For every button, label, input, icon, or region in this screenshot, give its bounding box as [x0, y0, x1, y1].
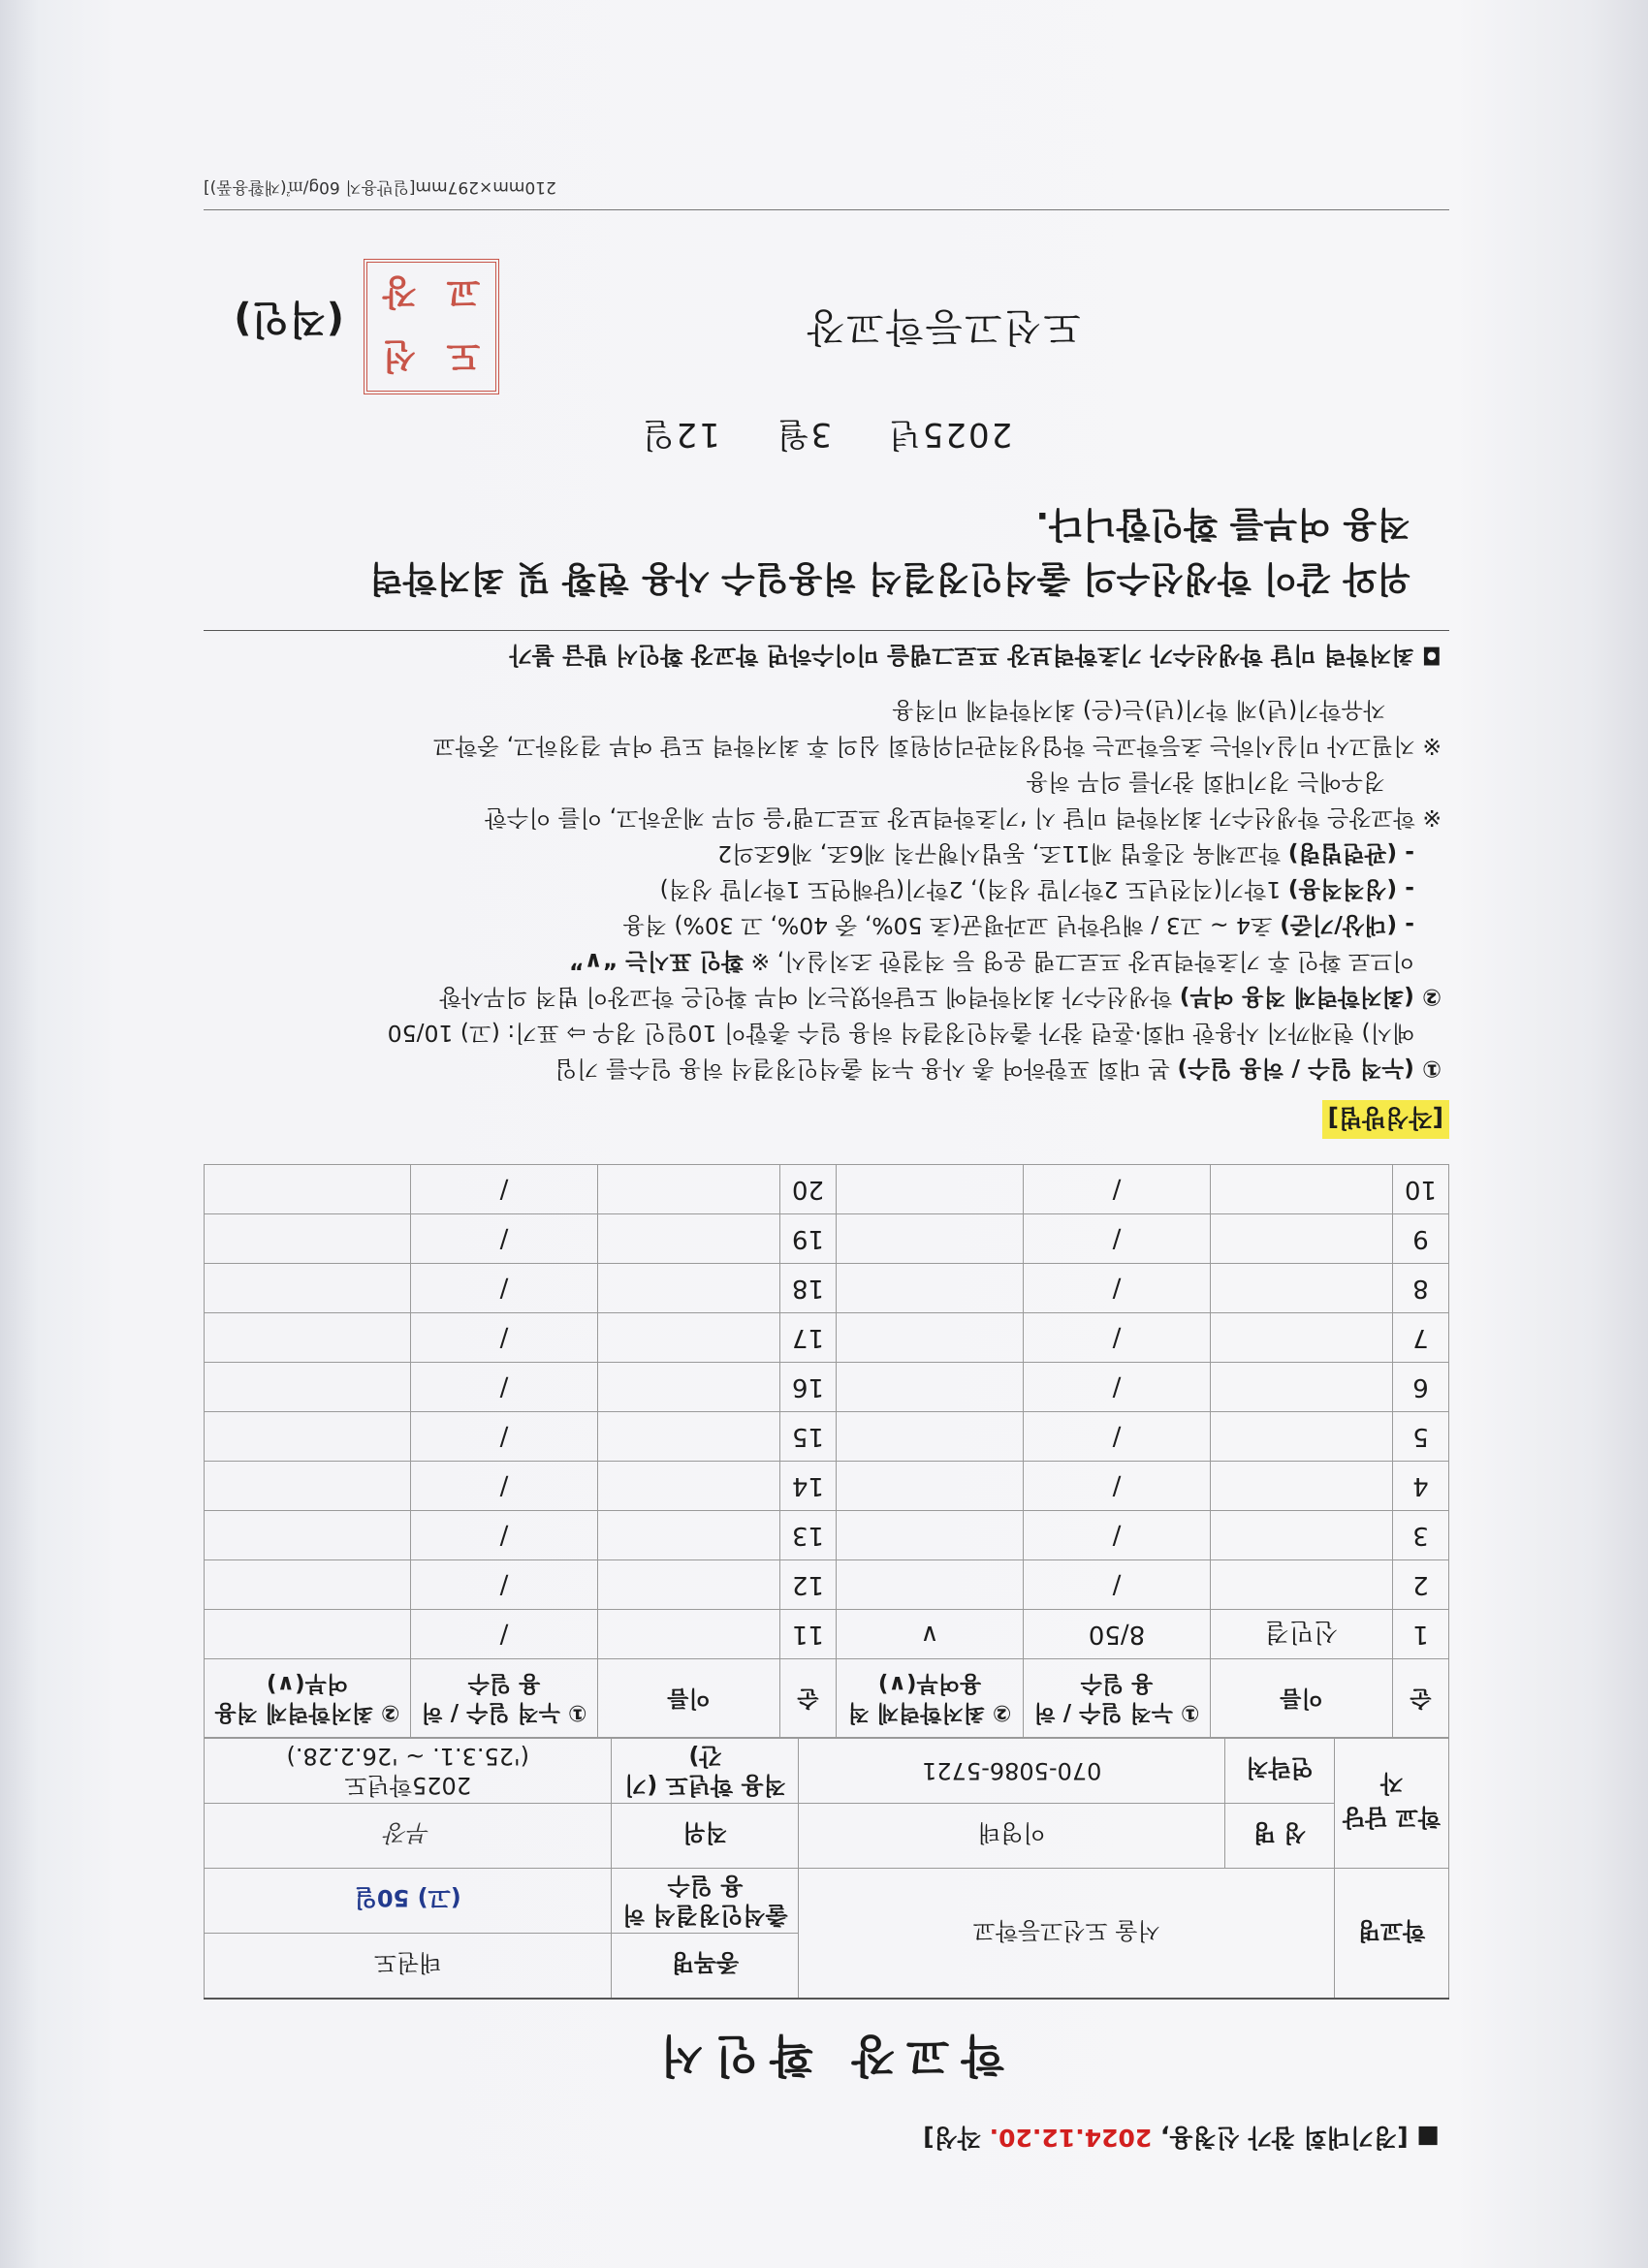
allowed-days-value: (고) 50일	[205, 1869, 612, 1934]
header-minimum-2: ② 최저학력제 적용여부(∨)	[205, 1659, 411, 1738]
row-minimum-check-2	[205, 1462, 411, 1511]
note-2-law	[210, 835, 1442, 871]
row-name-2	[598, 1560, 780, 1610]
stamp-char-3: 교	[446, 271, 481, 312]
notice-date: 2024.12.20.	[989, 2124, 1153, 2152]
date-month: 3월	[775, 415, 833, 454]
notice-line	[204, 2122, 1440, 2157]
row-name	[1211, 1165, 1393, 1214]
note-1-head: ① (누적 일수 / 허용 일수)	[1177, 1055, 1442, 1083]
row-minimum-check	[837, 1363, 1024, 1412]
note-2-target-head: - (대상/기준)	[1280, 912, 1414, 939]
note-2-apply-text: 1학기(직전년도 2학기말 성적), 2학기(당해연도 1학기말 성적)	[659, 876, 1288, 903]
position-value: 부장	[205, 1804, 612, 1869]
year-value: 2025학년도	[344, 1772, 472, 1799]
declaration-line-2: 적용 여부를 확인합니다.	[1035, 504, 1410, 544]
row-name	[1211, 1363, 1393, 1412]
table-row	[205, 1165, 1449, 1214]
row-minimum-check	[837, 1165, 1024, 1214]
school-name-label: 학교명	[1335, 1869, 1449, 2000]
document	[204, 177, 1449, 2157]
row-name-2	[598, 1214, 780, 1264]
guide-notes	[210, 692, 1442, 1087]
row-name-2	[598, 1165, 780, 1214]
row-no: 4	[1393, 1462, 1449, 1511]
note-1-text: 본 대회 포함하여 총 사용 누적 출석인정결석 허용 일수를 기입	[555, 1055, 1178, 1083]
row-minimum-check: ∨	[837, 1610, 1024, 1659]
row-name-2	[598, 1412, 780, 1462]
principal-name: 도선고등학교장	[805, 304, 1081, 349]
row-name-2	[598, 1264, 780, 1313]
table-row	[205, 1462, 1449, 1511]
note-2-law-text: 학교체육 진흥법 제11조, 동법시행규칙 제6조, 제6조의2	[717, 840, 1288, 867]
row-minimum-check	[837, 1313, 1024, 1363]
row-days: /	[1024, 1264, 1211, 1313]
table-row	[205, 1313, 1449, 1363]
row-name-2	[598, 1363, 780, 1412]
table-row	[205, 1511, 1449, 1560]
row-days-2: /	[411, 1165, 598, 1214]
stamp-char-2: 선	[382, 335, 417, 376]
table-row	[205, 1214, 1449, 1264]
row-no-2: 15	[780, 1412, 837, 1462]
table-body	[205, 1165, 1449, 1659]
row-days-2: /	[411, 1214, 598, 1264]
year-period: ('25.3.1. ~ '26.2.28.)	[286, 1743, 529, 1770]
row-name	[1211, 1264, 1393, 1313]
row-no-2: 12	[780, 1560, 837, 1610]
row-minimum-check-2	[205, 1610, 411, 1659]
declaration	[204, 496, 1449, 630]
header-name: 이름	[1211, 1659, 1393, 1738]
row-minimum-check	[837, 1560, 1024, 1610]
date-day: 12일	[640, 415, 720, 454]
note-2-law-head: - (관련법령)	[1287, 840, 1414, 867]
notice-suffix: 작성]	[923, 2124, 990, 2152]
declaration-line-1: 위와 같이 학생선수의 출석인정결석 허용일수 사용 현황 및 최저학력	[369, 558, 1410, 598]
note-2-target	[210, 907, 1442, 943]
row-no-2: 18	[780, 1264, 837, 1313]
star-note-1a: ※ 학교장은 학생선수가 최저학력 미달 시 ‘기초학력보장 프로그램’을 의무 제공하고, 이를 이수한	[485, 804, 1442, 832]
row-name	[1211, 1412, 1393, 1462]
paper-spec-footer: 210mm×297mm[일반용지 60g/㎡(재활용품)]	[204, 177, 1449, 210]
star-note-2b: 자유학기(년)제 학기(년)는(은) 최저학력제 미적용	[892, 697, 1385, 724]
note-2	[210, 979, 1442, 1015]
row-days-2: /	[411, 1363, 598, 1412]
row-days: /	[1024, 1363, 1211, 1412]
row-name-2	[598, 1313, 780, 1363]
row-no: 10	[1393, 1165, 1449, 1214]
table-row	[205, 1264, 1449, 1313]
row-minimum-check	[837, 1214, 1024, 1264]
manager-label: 학교 담당자	[1335, 1739, 1449, 1869]
row-name-2	[598, 1511, 780, 1560]
row-days: /	[1024, 1165, 1211, 1214]
row-name-2	[598, 1462, 780, 1511]
row-days: /	[1024, 1313, 1211, 1363]
row-no-2: 13	[780, 1511, 837, 1560]
row-days: /	[1024, 1214, 1211, 1264]
note-2-line2	[210, 943, 1442, 979]
row-no-2: 19	[780, 1214, 837, 1264]
row-days-2: /	[411, 1560, 598, 1610]
note-2-line2b: 확인 표시는 “∨”	[569, 948, 744, 975]
table-row	[205, 1363, 1449, 1412]
sport-label: 종목명	[612, 1934, 799, 2000]
row-days: /	[1024, 1560, 1211, 1610]
row-minimum-check	[837, 1511, 1024, 1560]
name-label: 성 명	[1225, 1804, 1335, 1869]
row-minimum-check-2	[205, 1313, 411, 1363]
date-year: 2025년	[886, 415, 1013, 454]
row-no-2: 16	[780, 1363, 837, 1412]
student-table	[204, 1164, 1449, 1738]
row-minimum-check-2	[205, 1214, 411, 1264]
row-no: 9	[1393, 1214, 1449, 1264]
note-2-target-text: 초4 ~ 고3 / 해당학년 교과평균(초 50%, 중 40%, 고 30%) 적용	[622, 912, 1281, 939]
warning-note: ◘ 최저학력 미달 학생선수가 기초학력보장 프로그램을 미이수하면 학교장 확인서 발급 불가	[204, 630, 1449, 680]
row-no: 8	[1393, 1264, 1449, 1313]
row-days-2: /	[411, 1313, 598, 1363]
year-label: 적용 학년도 (기간)	[612, 1739, 799, 1804]
row-days-2: /	[411, 1610, 598, 1659]
header-no-2: 순	[780, 1659, 837, 1738]
stamp-char-1: 도	[446, 335, 481, 376]
note-2-head: ② (최저학력제 적용 여부)	[1179, 984, 1442, 1011]
note-1	[210, 1051, 1442, 1087]
info-table	[204, 1738, 1449, 2000]
row-minimum-check-2	[205, 1165, 411, 1214]
row-days: /	[1024, 1412, 1211, 1462]
signature-row	[204, 249, 1449, 385]
year-cell	[205, 1739, 612, 1804]
school-name-value: 서울 도선고등학교	[799, 1869, 1335, 2000]
row-days-2: /	[411, 1511, 598, 1560]
row-minimum-check	[837, 1462, 1024, 1511]
row-no: 6	[1393, 1363, 1449, 1412]
row-name	[1211, 1313, 1393, 1363]
note-2-apply-head: - (성적적용)	[1287, 876, 1414, 903]
seal-mark: (직인)	[234, 297, 344, 341]
row-minimum-check-2	[205, 1412, 411, 1462]
row-name-2	[598, 1610, 780, 1659]
date-line	[204, 414, 1449, 461]
row-no-2: 17	[780, 1313, 837, 1363]
row-days-2: /	[411, 1412, 598, 1462]
row-days: /	[1024, 1511, 1211, 1560]
header-days: ① 누적 일수 / 허용 일수	[1024, 1659, 1211, 1738]
row-name	[1211, 1462, 1393, 1511]
row-name: 신민결	[1211, 1610, 1393, 1659]
row-minimum-check-2	[205, 1560, 411, 1610]
note-2-text: 학생선수가 최저학력에 도달하였는지 여부 확인은 학교장이 법적 의무사항	[439, 984, 1180, 1011]
header-name-2: 이름	[598, 1659, 780, 1738]
row-name	[1211, 1511, 1393, 1560]
table-row	[205, 1610, 1449, 1659]
row-no-2: 20	[780, 1165, 837, 1214]
page-title: 학교장 확인서	[649, 2030, 1004, 2082]
row-days-2: /	[411, 1462, 598, 1511]
header-minimum: ② 최저학력제 적용여부(∨)	[837, 1659, 1024, 1738]
row-no: 3	[1393, 1511, 1449, 1560]
star-note-1b: 경우에는 경기대회 참가를 의무 허용	[1026, 769, 1385, 796]
sport-value: 태권도	[205, 1934, 612, 2000]
row-minimum-check-2	[205, 1264, 411, 1313]
note-1-example: 예시) 현재까지 사용한 대회·훈련 참가 출석인정결석 허용 일수 총합이 10일인 경우 ⇨ 표기: (고) 10/50	[387, 1020, 1414, 1047]
row-no-2: 11	[780, 1610, 837, 1659]
header-no: 순	[1393, 1659, 1449, 1738]
table-row	[205, 1560, 1449, 1610]
row-no: 2	[1393, 1560, 1449, 1610]
notice-prefix: ■ [경기대회 참가 신청용,	[1152, 2124, 1440, 2152]
official-seal-stamp	[364, 259, 499, 394]
table-row	[205, 1412, 1449, 1462]
name-value: 이영태	[799, 1804, 1225, 1869]
stamp-char-4: 장	[382, 271, 417, 312]
note-2-line2a: 이므로 확인 후 기초학력보장 프로그램 운영 등 적절한 조치실시, ※	[743, 948, 1414, 975]
allowed-days-label: 출석인정결석 허용 일수	[612, 1869, 799, 1934]
star-note-2a: ※ 지필고사 미실시하는 초등학교는 학업성적관리위원회 심의 후 최저학력 도달 여부 결정하고, 중학교	[432, 733, 1442, 760]
row-no: 5	[1393, 1412, 1449, 1462]
guide-label: [작성방법]	[1322, 1100, 1449, 1139]
header-days-2: ① 누적 일수 / 허용 일수	[411, 1659, 598, 1738]
row-days-2: /	[411, 1264, 598, 1313]
row-name	[1211, 1560, 1393, 1610]
note-2-apply	[210, 871, 1442, 907]
row-no-2: 14	[780, 1462, 837, 1511]
contact-value: 070-5086-5721	[799, 1739, 1225, 1804]
position-label: 직위	[612, 1804, 799, 1869]
row-no: 7	[1393, 1313, 1449, 1363]
row-minimum-check	[837, 1412, 1024, 1462]
contact-label: 연락처	[1225, 1739, 1335, 1804]
row-days: /	[1024, 1462, 1211, 1511]
row-days: 8/50	[1024, 1610, 1211, 1659]
row-no: 1	[1393, 1610, 1449, 1659]
row-minimum-check-2	[205, 1363, 411, 1412]
row-minimum-check	[837, 1264, 1024, 1313]
row-minimum-check-2	[205, 1511, 411, 1560]
row-name	[1211, 1214, 1393, 1264]
